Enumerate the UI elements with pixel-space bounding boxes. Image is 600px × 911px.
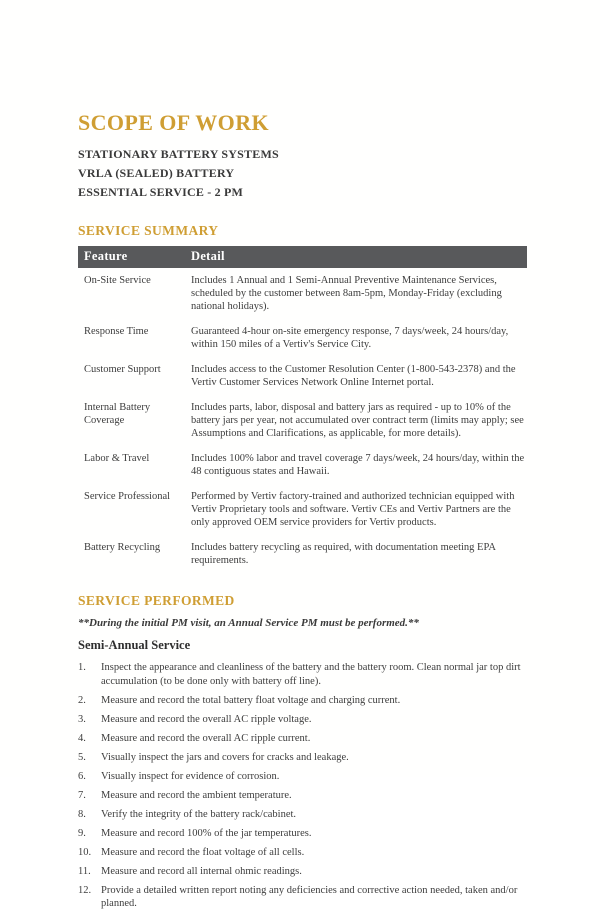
step-number: 7. bbox=[78, 789, 86, 801]
step-number: 4. bbox=[78, 732, 86, 744]
step-number: 2. bbox=[78, 694, 86, 706]
step-number: 1. bbox=[78, 662, 86, 673]
step-number: 9. bbox=[78, 827, 86, 839]
detail-cell: Includes access to the Customer Resolution Center (1-800-543-2378) and the Vertiv Customer Services Network Online Internet portal. bbox=[191, 364, 516, 388]
step-text: Visually inspect the jars and covers for cracks and leakage. bbox=[101, 751, 349, 763]
table-row bbox=[78, 484, 527, 535]
service-summary-table bbox=[78, 246, 527, 573]
list-item bbox=[78, 713, 527, 727]
feature-cell: Service Professional bbox=[84, 491, 171, 502]
semi-annual-steps-list bbox=[78, 661, 527, 911]
list-item bbox=[78, 789, 527, 803]
table-row bbox=[78, 446, 527, 484]
step-text: Measure and record 100% of the jar temperatures. bbox=[101, 827, 312, 839]
feature-cell: Battery Recycling bbox=[84, 542, 161, 553]
list-item bbox=[78, 732, 527, 746]
step-text: Measure and record the ambient temperature. bbox=[101, 789, 292, 801]
feature-cell: Labor & Travel bbox=[84, 453, 150, 464]
step-text: Measure and record the float voltage of all cells. bbox=[101, 846, 305, 858]
step-number: 3. bbox=[78, 713, 86, 725]
table-row bbox=[78, 319, 527, 357]
table-row bbox=[78, 395, 527, 446]
list-item bbox=[78, 661, 527, 688]
service-performed-heading: SERVICE PERFORMED bbox=[78, 593, 235, 608]
table-row bbox=[78, 535, 527, 573]
document-subtitle-2: VRLA (SEALED) BATTERY bbox=[78, 166, 235, 180]
step-number: 11. bbox=[78, 865, 91, 877]
table-row bbox=[78, 268, 527, 319]
feature-cell: On-Site Service bbox=[84, 275, 151, 286]
column-header-feature: Feature bbox=[78, 246, 185, 268]
step-text: Measure and record the total battery float voltage and charging current. bbox=[101, 694, 401, 706]
list-item bbox=[78, 846, 527, 860]
step-text: Visually inspect for evidence of corrosion. bbox=[101, 770, 280, 782]
list-item bbox=[78, 770, 527, 784]
list-item bbox=[78, 827, 527, 841]
list-item bbox=[78, 808, 527, 822]
step-text: Inspect the appearance and cleanliness of the battery and the battery room. Clean normal jar top dirt accumulation (to be done only with battery off line). bbox=[101, 662, 521, 687]
step-text: Provide a detailed written report noting any deficiencies and corrective action needed, taken and/or planned. bbox=[101, 884, 518, 909]
step-number: 12. bbox=[78, 884, 92, 896]
service-summary-heading: SERVICE SUMMARY bbox=[78, 223, 219, 238]
feature-cell: Internal Battery Coverage bbox=[84, 402, 151, 426]
detail-cell: Includes parts, labor, disposal and battery jars as required - up to 10% of the battery jars per year, not accumulated over contract term (limits may apply; see Assumptions and Clarifications, as applicable, for more details). bbox=[191, 402, 524, 439]
list-item bbox=[78, 694, 527, 708]
step-text: Measure and record the overall AC ripple current. bbox=[101, 732, 311, 744]
step-number: 5. bbox=[78, 751, 86, 763]
step-text: Measure and record all internal ohmic readings. bbox=[101, 865, 302, 877]
detail-cell: Performed by Vertiv factory-trained and authorized technician equipped with Vertiv Proprietary tools and software. Vertiv CEs and Vertiv Partners are the only approved OEM service providers for Vertiv products. bbox=[191, 491, 515, 528]
document-title: SCOPE OF WORK bbox=[78, 110, 269, 135]
feature-cell: Response Time bbox=[84, 326, 149, 337]
step-number: 6. bbox=[78, 770, 86, 782]
detail-cell: Guaranteed 4-hour on-site emergency response, 7 days/week, 24 hours/day, within 150 miles of a Vertiv's Service City. bbox=[191, 326, 509, 350]
step-text: Verify the integrity of the battery rack/cabinet. bbox=[101, 808, 297, 820]
semi-annual-service-subheading: Semi-Annual Service bbox=[78, 638, 191, 652]
document-subtitle-3: ESSENTIAL SERVICE - 2 PM bbox=[78, 185, 244, 199]
step-text: Measure and record the overall AC ripple voltage. bbox=[101, 713, 312, 725]
list-item bbox=[78, 751, 527, 765]
detail-cell: Includes battery recycling as required, with documentation meeting EPA requirements. bbox=[191, 542, 496, 566]
document-subtitle-1: STATIONARY BATTERY SYSTEMS bbox=[78, 147, 279, 161]
step-number: 8. bbox=[78, 808, 86, 820]
table-row bbox=[78, 357, 527, 395]
initial-pm-note: **During the initial PM visit, an Annual Service PM must be performed.** bbox=[78, 617, 419, 629]
list-item bbox=[78, 884, 527, 911]
list-item bbox=[78, 865, 527, 879]
detail-cell: Includes 100% labor and travel coverage 7 days/week, 24 hours/day, within the 48 contiguous states and Hawaii. bbox=[191, 453, 525, 477]
detail-cell: Includes 1 Annual and 1 Semi-Annual Preventive Maintenance Services, scheduled by the customer between 8am-5pm, Monday-Friday (excluding national holidays). bbox=[191, 275, 502, 312]
step-number: 10. bbox=[78, 846, 92, 858]
feature-cell: Customer Support bbox=[84, 364, 161, 375]
column-header-detail: Detail bbox=[185, 246, 527, 268]
table-header-row bbox=[78, 246, 527, 268]
